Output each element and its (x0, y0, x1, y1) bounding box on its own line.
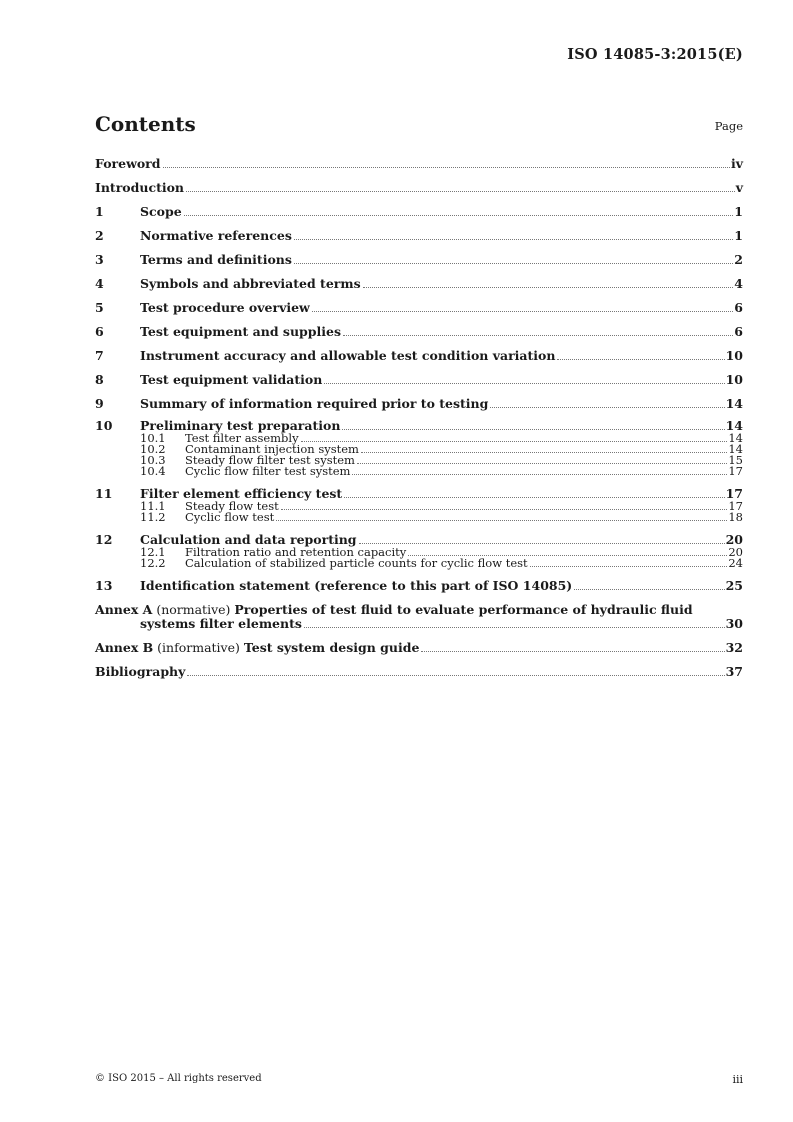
leader-dots (574, 588, 724, 590)
toc-entry-section[interactable] (95, 301, 743, 315)
leader-dots (163, 166, 730, 168)
leader-dots (304, 626, 725, 628)
toc-subentry-number: 11.2 (140, 510, 166, 524)
toc-entry-title: Calculation and data reporting (140, 532, 357, 547)
leader-dots (343, 334, 733, 336)
leader-dots (342, 428, 724, 430)
toc-subentry-page: 14 (728, 431, 743, 445)
toc-subentry-page: 24 (728, 556, 743, 570)
toc-entry-page: 6 (734, 324, 743, 339)
toc-entry-page: 37 (725, 664, 743, 679)
toc-entry-number: 9 (95, 396, 104, 411)
toc-entry-annex-a[interactable] (95, 603, 743, 631)
toc-subentry-number: 10.4 (140, 464, 166, 478)
leader-dots (352, 473, 727, 475)
toc-entry-title: Instrument accuracy and allowable test condition variation (140, 348, 556, 363)
toc-entry-section[interactable] (95, 349, 743, 363)
toc-entry-title: Filter element efficiency test (140, 486, 343, 501)
toc-entry-title: Symbols and abbreviated terms (140, 276, 361, 291)
toc-entry-number: 3 (95, 252, 104, 267)
toc-subentry-title: Steady flow filter test system (185, 453, 355, 467)
toc-entry-page: 4 (734, 276, 743, 291)
contents-title: Contents (95, 112, 196, 136)
toc-entry-number: 5 (95, 300, 104, 315)
leader-dots (294, 238, 733, 240)
footer-page-number: iii (732, 1073, 743, 1086)
toc-subentry-page: 18 (728, 510, 743, 524)
toc-entry-page: 32 (725, 640, 743, 655)
toc-entry-page: 20 (725, 532, 743, 547)
toc-subentry-page: 15 (728, 453, 743, 467)
toc-entry-introduction[interactable] (95, 181, 743, 195)
annex-label: Annex B (95, 640, 154, 655)
leader-dots (361, 451, 727, 453)
annex-label: Annex A (95, 602, 153, 617)
annex-title-line1: Properties of test fluid to evaluate performance of hydraulic fluid (234, 602, 693, 617)
toc-entry-page: 14 (725, 418, 743, 433)
toc-entry-page: 6 (734, 300, 743, 315)
toc-entry-foreword[interactable] (95, 157, 743, 171)
leader-dots (184, 214, 734, 216)
table-of-contents (95, 157, 743, 679)
toc-entry-page: 2 (734, 252, 743, 267)
toc-subentry-title: Cyclic flow filter test system (185, 464, 351, 478)
toc-subentry-title: Filtration ratio and retention capacity (185, 545, 407, 559)
leader-dots (186, 190, 735, 192)
leader-dots (324, 382, 724, 384)
leader-dots (301, 440, 728, 442)
toc-entry-title: Test equipment validation (140, 372, 323, 387)
toc-entry-page: 10 (725, 348, 743, 363)
toc-entry-title: Foreword (95, 156, 161, 171)
toc-subentry-page: 17 (728, 464, 743, 478)
toc-subentry-page: 20 (728, 545, 743, 559)
toc-entry-title: Bibliography (95, 664, 186, 679)
leader-dots (530, 565, 728, 567)
annex-type: (normative) (152, 602, 235, 617)
toc-subentry[interactable] (95, 512, 743, 523)
toc-subentry-number: 12.2 (140, 556, 166, 570)
toc-entry-title: Preliminary test preparation (140, 418, 341, 433)
toc-subentry-page: 14 (728, 442, 743, 456)
footer-copyright: © ISO 2015 – All rights reserved (95, 1073, 262, 1084)
document-id: ISO 14085-3:2015(E) (567, 46, 743, 63)
toc-entry-number: 11 (95, 486, 113, 501)
toc-entry-number: 8 (95, 372, 104, 387)
toc-entry-title: Identification statement (reference to this part of ISO 14085) (140, 578, 573, 593)
toc-entry-page: 1 (734, 228, 743, 243)
toc-entry-title: Introduction (95, 180, 185, 195)
toc-entry-page: 14 (725, 396, 743, 411)
toc-subentry-title: Test filter assembly (185, 431, 299, 445)
leader-dots (187, 674, 724, 676)
toc-entry-section[interactable] (95, 205, 743, 219)
leader-dots (557, 358, 724, 360)
toc-subentry[interactable] (95, 558, 743, 569)
toc-entry-bibliography[interactable] (95, 665, 743, 679)
leader-dots (294, 262, 733, 264)
toc-entry-title: Scope (140, 204, 182, 219)
leader-dots (344, 496, 724, 498)
toc-subentry-title: Calculation of stabilized particle counts for cyclic flow test (185, 556, 528, 570)
annex-title: Test system design guide (243, 640, 420, 655)
annex-type: (informative) (153, 640, 244, 655)
toc-entry-number: 1 (95, 204, 104, 219)
toc-subentry-number: 12.1 (140, 545, 166, 559)
leader-dots (357, 462, 727, 464)
toc-entry-annex-b[interactable] (95, 641, 743, 655)
leader-dots (490, 406, 724, 408)
toc-entry-title: Test procedure overview (140, 300, 310, 315)
toc-entry-page: iv (730, 156, 743, 171)
toc-entry-title: Normative references (140, 228, 292, 243)
toc-entry-title: Summary of information required prior to testing (140, 396, 489, 411)
toc-entry-section[interactable] (95, 579, 743, 593)
toc-entry-number: 10 (95, 418, 113, 433)
toc-entry-page: 30 (725, 616, 743, 631)
leader-dots (363, 286, 734, 288)
toc-entry-section[interactable] (95, 229, 743, 243)
toc-subentry-title: Steady flow test (185, 499, 279, 513)
leader-dots (276, 519, 727, 521)
toc-entry-number: 7 (95, 348, 104, 363)
toc-entry-number: 12 (95, 532, 113, 547)
toc-subentry-number: 10.2 (140, 442, 166, 456)
toc-entry-section[interactable] (95, 277, 743, 291)
toc-entry-title: Test equipment and supplies (140, 324, 342, 339)
toc-entry-page: v (735, 180, 743, 195)
toc-subentry-number: 11.1 (140, 499, 166, 513)
toc-entry-page: 10 (725, 372, 743, 387)
toc-entry-title: Terms and definitions (140, 252, 292, 267)
leader-dots (312, 310, 734, 312)
leader-dots (359, 542, 725, 544)
toc-subentry-number: 10.3 (140, 453, 166, 467)
toc-entry-page: 25 (725, 578, 743, 593)
toc-entry-section[interactable] (95, 397, 743, 411)
toc-entry-section[interactable] (95, 325, 743, 339)
page-column-label: Page (714, 119, 743, 133)
toc-subentry-title: Cyclic flow test (185, 510, 275, 524)
toc-subentry-title: Contaminant injection system (185, 442, 359, 456)
leader-dots (281, 508, 728, 510)
toc-entry-section[interactable] (95, 373, 743, 387)
toc-entry-page: 17 (725, 486, 743, 501)
toc-subentry-number: 10.1 (140, 431, 166, 445)
annex-title-line2: systems filter elements (140, 616, 302, 631)
toc-subentry-page: 17 (728, 499, 743, 513)
toc-subentry[interactable] (95, 466, 743, 477)
toc-entry-number: 2 (95, 228, 104, 243)
leader-dots (421, 650, 724, 652)
toc-entry-number: 6 (95, 324, 104, 339)
toc-entry-section[interactable] (95, 253, 743, 267)
toc-entry-number: 13 (95, 578, 113, 593)
toc-entry-number: 4 (95, 276, 104, 291)
toc-entry-page: 1 (734, 204, 743, 219)
